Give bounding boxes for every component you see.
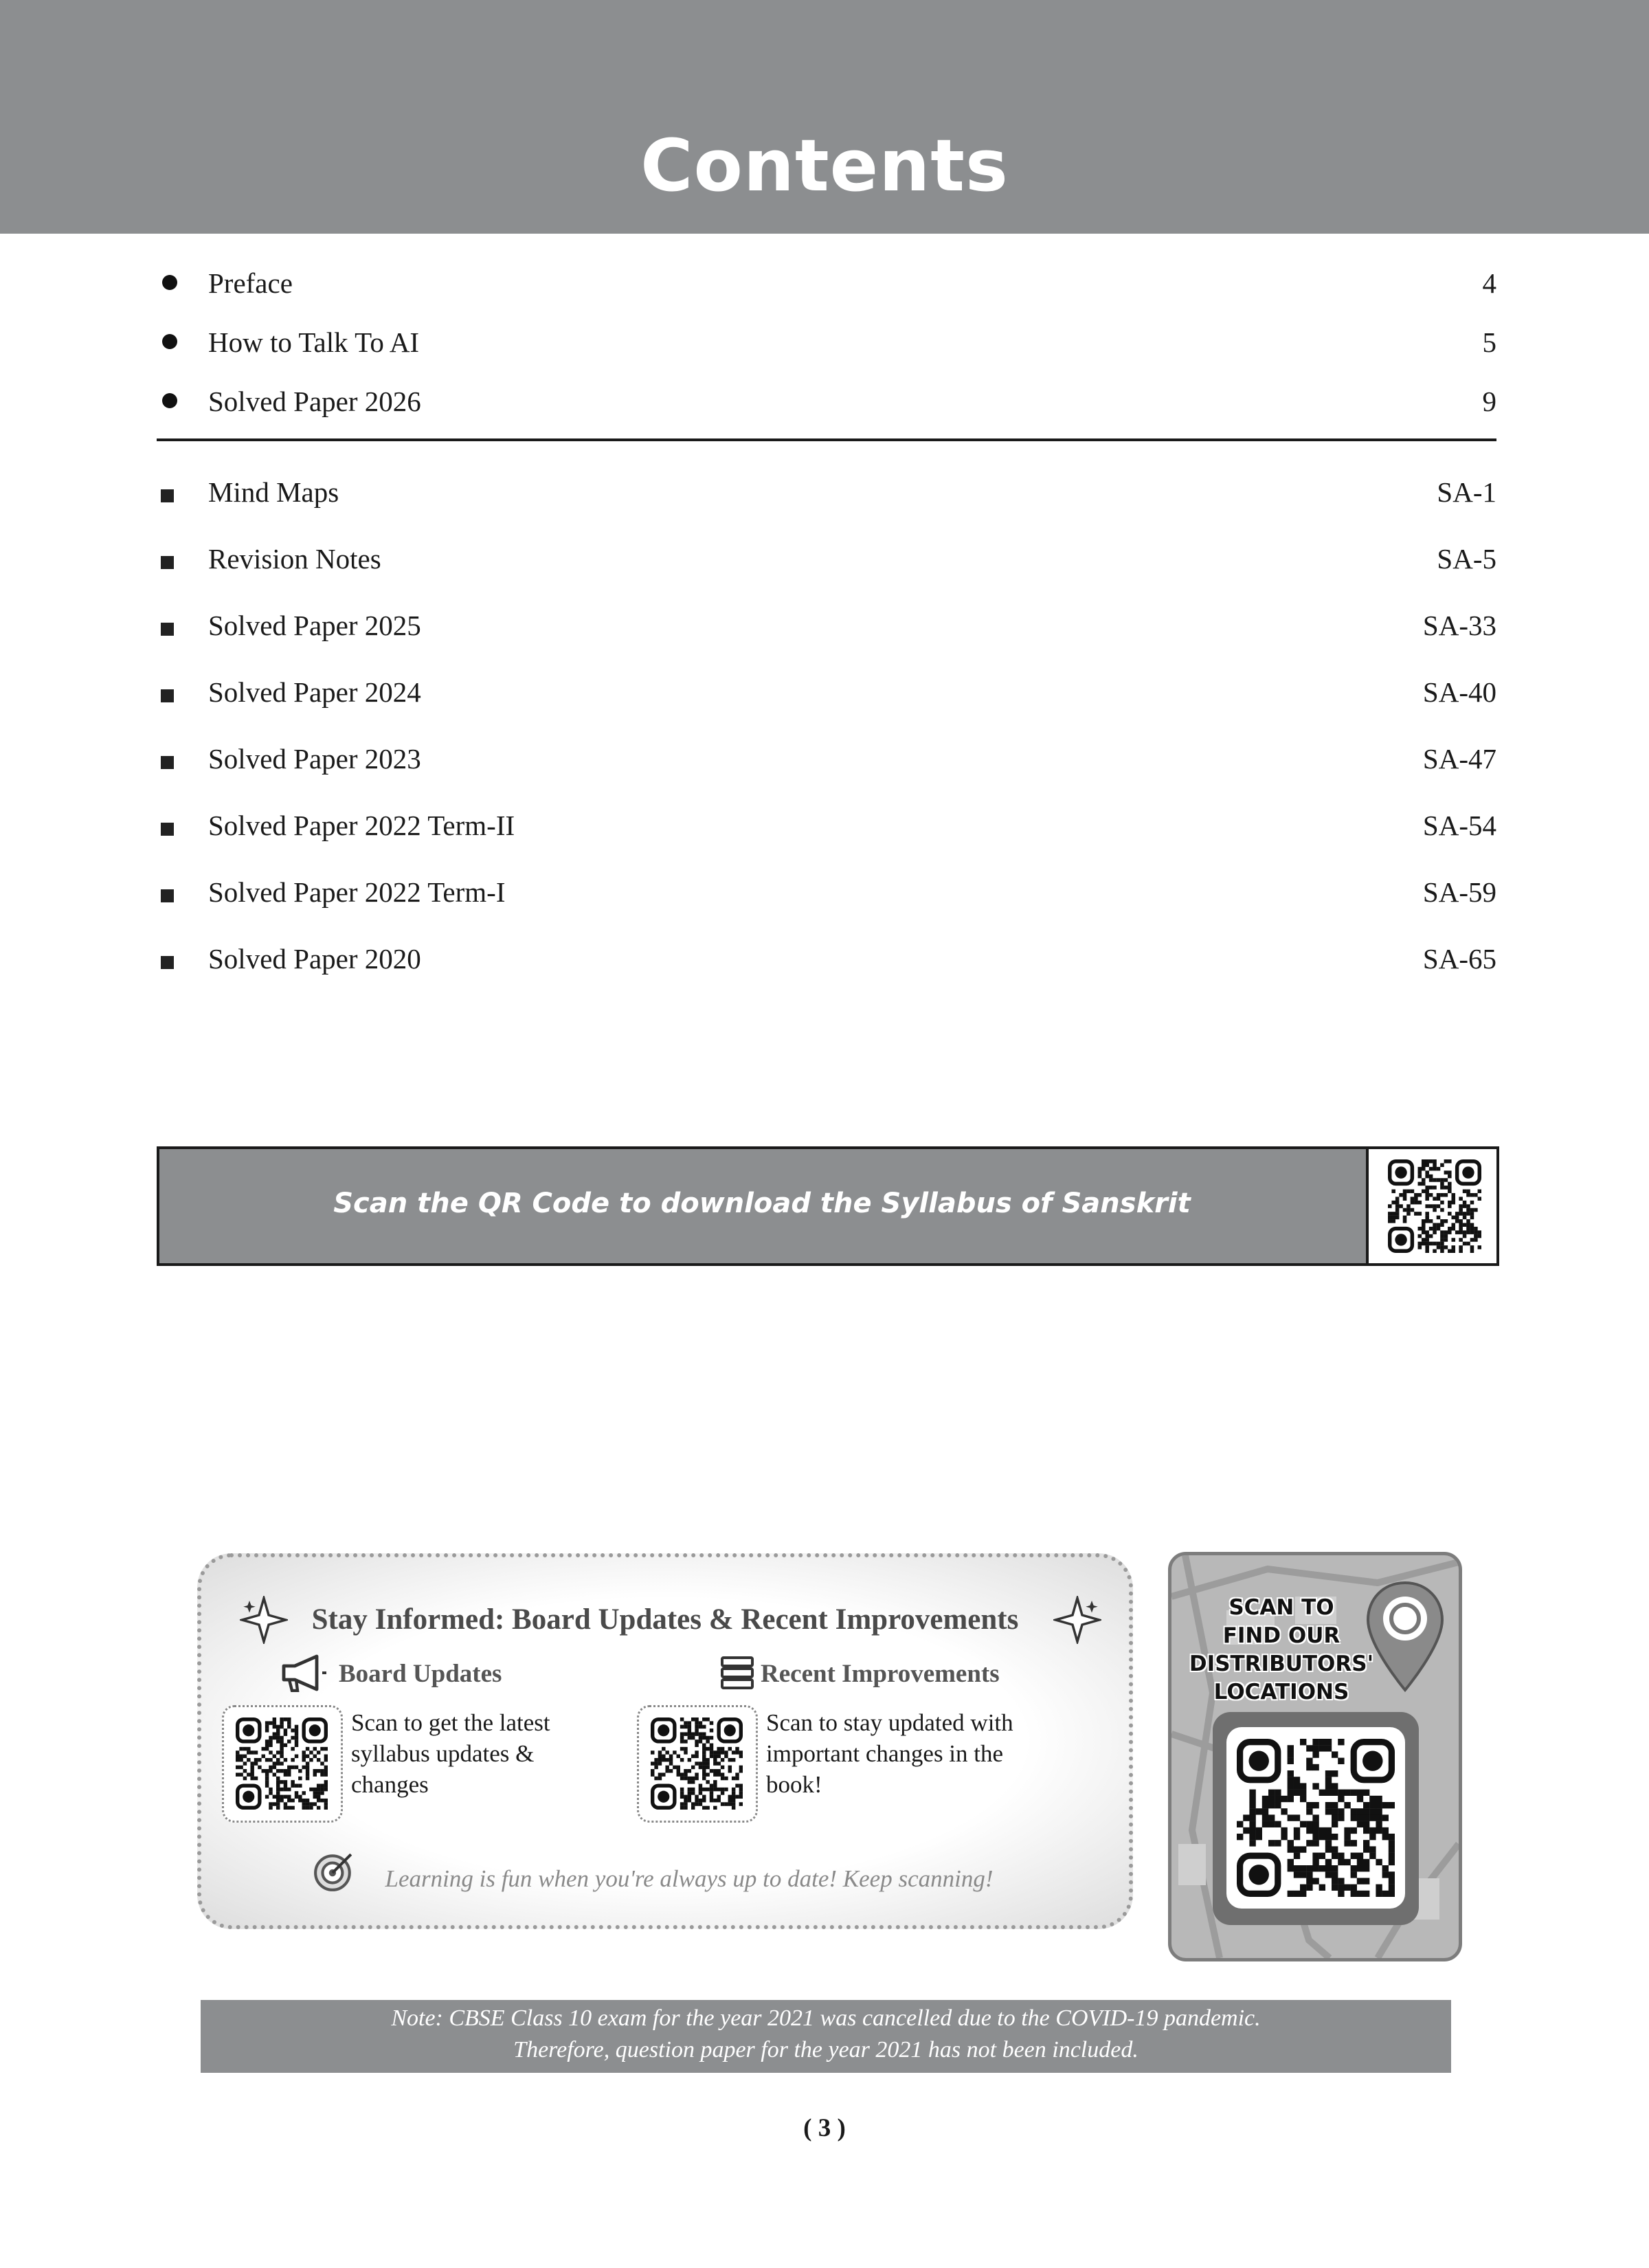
stay-informed-box — [197, 1553, 1133, 1929]
toc-item-page: SA-59 — [1422, 876, 1496, 908]
toc-item[interactable] — [157, 261, 1496, 316]
toc-item-page: 9 — [1482, 386, 1496, 417]
distributor-qr-frame[interactable] — [1226, 1727, 1405, 1909]
toc-item-label: Preface — [208, 267, 293, 299]
qr-code-icon[interactable] — [1388, 1159, 1481, 1253]
info-box-heading: Stay Informed: Board Updates & Recent Improvements — [311, 1603, 1019, 1636]
location-pin-icon — [1364, 1580, 1446, 1700]
toc-item-page: SA-54 — [1422, 810, 1496, 841]
distributor-locator-card[interactable] — [1168, 1552, 1462, 1961]
toc-item[interactable] — [157, 320, 1496, 375]
recent-improvements-qr-frame[interactable] — [637, 1705, 758, 1823]
syllabus-qr-box[interactable] — [1366, 1149, 1496, 1263]
toc-item[interactable] — [157, 870, 1496, 925]
board-updates-qr-frame[interactable] — [222, 1705, 343, 1823]
toc-item-label: Mind Maps — [208, 476, 339, 508]
toc-item[interactable] — [157, 470, 1496, 525]
square-bullet-icon — [161, 489, 174, 502]
info-box-footer: Learning is fun when you're always up to date! Keep scanning! — [385, 1865, 994, 1892]
note-bar — [201, 2000, 1451, 2073]
board-updates-title: Board Updates — [339, 1660, 502, 1688]
toc-item[interactable] — [157, 937, 1496, 992]
qr-code-icon[interactable] — [236, 1717, 328, 1810]
recent-improvements-text: Scan to stay updated with important changes in the book! — [766, 1709, 1013, 1798]
bullet-icon — [162, 334, 177, 349]
square-bullet-icon — [161, 623, 174, 636]
square-bullet-icon — [161, 956, 174, 969]
toc-item-page: SA-47 — [1422, 743, 1496, 775]
square-bullet-icon — [161, 823, 174, 836]
note-line-2: Therefore, question paper for the year 2021 has not been included. — [513, 2037, 1138, 2063]
square-bullet-icon — [161, 889, 174, 902]
board-updates-text: Scan to get the latest syllabus updates & changes — [351, 1709, 550, 1798]
toc-item-page: SA-33 — [1422, 610, 1496, 641]
page-title: Contents — [640, 124, 1009, 208]
toc-item-label: Revision Notes — [208, 543, 381, 575]
distributor-scan-text: SCAN TO FIND OUR DISTRIBUTORS' LOCATIONS — [1189, 1595, 1374, 1704]
toc-item-label: Solved Paper 2025 — [208, 610, 421, 641]
note-line-1: Note: CBSE Class 10 exam for the year 2021 was cancelled due to the COVID-19 pandemic. — [391, 2005, 1261, 2031]
syllabus-banner-text: Scan the QR Code to download the Syllabus of Sanskrit — [333, 1188, 1191, 1219]
toc-item-page: SA-5 — [1437, 543, 1496, 575]
toc-item-page: SA-40 — [1422, 676, 1496, 708]
square-bullet-icon — [161, 556, 174, 569]
page-number: ( 3 ) — [803, 2114, 846, 2142]
qr-code-icon[interactable] — [651, 1717, 743, 1810]
toc-item-label: Solved Paper 2026 — [208, 386, 421, 417]
toc-item-label: Solved Paper 2020 — [208, 943, 421, 975]
toc-item-label: Solved Paper 2022 Term-II — [208, 810, 515, 841]
toc-item[interactable] — [157, 737, 1496, 792]
toc-item[interactable] — [157, 603, 1496, 658]
books-icon — [719, 1654, 755, 1696]
sparkle-icon — [1053, 1596, 1101, 1647]
toc-item[interactable] — [157, 803, 1496, 858]
header-band — [0, 0, 1649, 234]
syllabus-qr-banner — [157, 1146, 1499, 1266]
toc-item-page: 5 — [1482, 326, 1496, 358]
toc-item-page: SA-65 — [1422, 943, 1496, 975]
recent-improvements-title: Recent Improvements — [761, 1660, 1000, 1688]
toc-item[interactable] — [157, 537, 1496, 592]
square-bullet-icon — [161, 756, 174, 769]
toc-item-label: Solved Paper 2024 — [208, 676, 421, 708]
toc-item-label: Solved Paper 2022 Term-I — [208, 876, 506, 908]
bullet-icon — [162, 393, 177, 408]
toc-item[interactable] — [157, 670, 1496, 725]
qr-code-icon[interactable] — [1237, 1739, 1395, 1897]
toc-item-label: How to Talk To AI — [208, 326, 420, 358]
toc-item-label: Solved Paper 2023 — [208, 743, 421, 775]
toc-item[interactable] — [157, 379, 1496, 434]
megaphone-icon — [278, 1654, 328, 1696]
toc-item-page: 4 — [1482, 267, 1496, 299]
toc-divider — [157, 438, 1496, 441]
toc-item-page: SA-1 — [1437, 476, 1496, 508]
bullet-icon — [162, 275, 177, 290]
square-bullet-icon — [161, 689, 174, 702]
